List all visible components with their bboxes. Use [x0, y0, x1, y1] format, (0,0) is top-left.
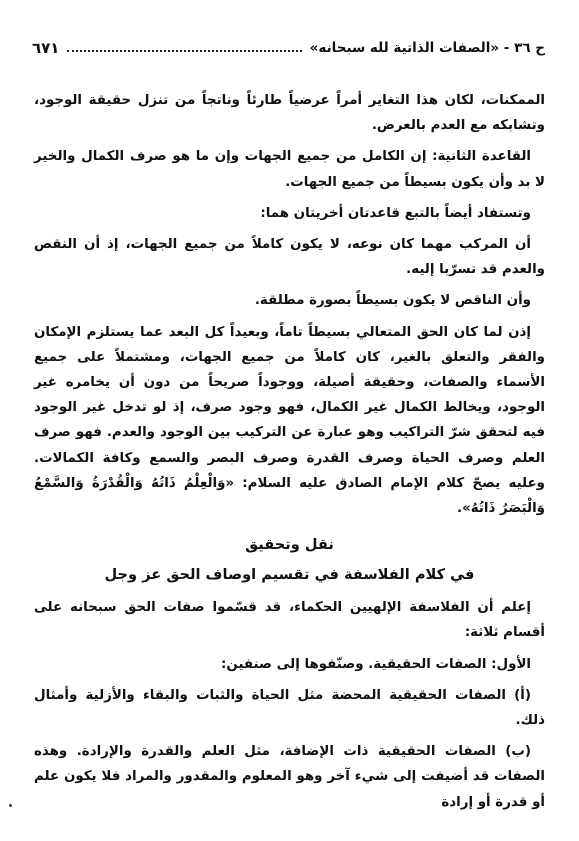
paragraph-lead: الأول:	[491, 656, 531, 672]
paragraph-rule-two	[34, 144, 545, 194]
paragraph	[34, 201, 545, 226]
section-subheading: في كلام الفلاسفة في تقسيم اوصاف الحق عز وجل	[104, 566, 475, 584]
paragraph-text: وأن الناقص لا يكون بسيطاً بصورة مطلقة.	[254, 293, 531, 309]
page-number: ٦٧١	[32, 39, 60, 57]
paragraph	[34, 320, 545, 522]
scan-speck	[9, 804, 12, 807]
paragraph-item-a	[34, 683, 545, 733]
paragraph-lead: القاعدة الثانية:	[432, 149, 531, 165]
paragraph	[34, 595, 545, 645]
section-heading: نقل وتحقيق	[245, 536, 334, 554]
paragraph-first-category	[34, 652, 545, 677]
running-header	[32, 36, 545, 60]
paragraph-item-b	[34, 739, 545, 815]
paragraph-text: الممكنات، لكان هذا التغاير أمراً عرضياً طارئاً وناتجاً من تنزل حقيقة الوجود، وتشابكه مع العدم بالعرض.	[34, 93, 545, 134]
paragraph-text: وتستفاد أيضاً بالتبع قاعدتان أخريتان هما:	[260, 205, 531, 221]
paragraph-text: إعلم أن الفلاسفة الإلهيين الحكماء، قد قسّموا صفات الحق سبحانه على أقسام ثلاثة:	[34, 600, 545, 641]
paragraph-text: أن المركب مهما كان نوعه، لا يكون كاملاً من جميع الجهات، إذ أن النقص والعدم قد تسرّبا إليه.	[34, 237, 545, 278]
paragraph	[34, 288, 545, 313]
paragraph	[34, 232, 545, 282]
header-dotted-leader	[67, 50, 301, 52]
paragraph-text: (أ) الصفات الحقيقية المحضة مثل الحياة والثبات والبقاء والأزلية وأمثال ذلك.	[34, 687, 545, 729]
body-text	[34, 88, 545, 821]
paragraph-text: (ب) الصفات الحقيقية ذات الإضافة، مثل العلم والقدرة والإرادة. وهذه الصفات قد أضيفت إلى شيء آخر وهو المعلوم والمقدور والمراد فلا يكون علم أو قدرة أو إرادة	[34, 744, 545, 810]
paragraph-text: إن الكامل من جميع الجهات وإن ما هو صرف الكمال والخير لا بد وأن يكون بسيطاً من جميع الجهات.	[34, 149, 545, 190]
chapter-title: ح ٣٦ - «الصفات الذاتية لله سبحانه»	[309, 40, 545, 56]
paragraph-text: الصفات الحقيقية. وصنّفوها إلى صنفين:	[221, 656, 492, 672]
paragraph-text: إذن لما كان الحق المتعالي بسيطاً تاماً، وبعيداً كل البعد عما يستلزم الإمكان والفقر والتعلق بالغير، كان كاملاً من جميع الجهات، ومشتملاً على جميع الأسماء والصفات، وحقيقة أصيلة، ووجوداً صريحاً من دون أن يخامره غير الوجود، ويخالط الكمال غير الكمال، فهو وجود صرف، إذ لو تدخل غير الوجود فيه لتحقق شرّ التراكيب وهو عبارة عن التركيب بين الوجود والعدم. فهو صرف العلم وصرف الحياة وصرف القدرة وصرف البصر والسمع وكافة الكمالات. وعليه يصحّ كلام الإمام الصادق عليه السلام: «وَالْعِلْمُ ذَاتُهُ وَالْقُدْرَةُ وَالسَّمْعُ وَالْبَصَرُ ذَاتُهُ».	[34, 324, 545, 517]
paragraph	[34, 88, 545, 138]
